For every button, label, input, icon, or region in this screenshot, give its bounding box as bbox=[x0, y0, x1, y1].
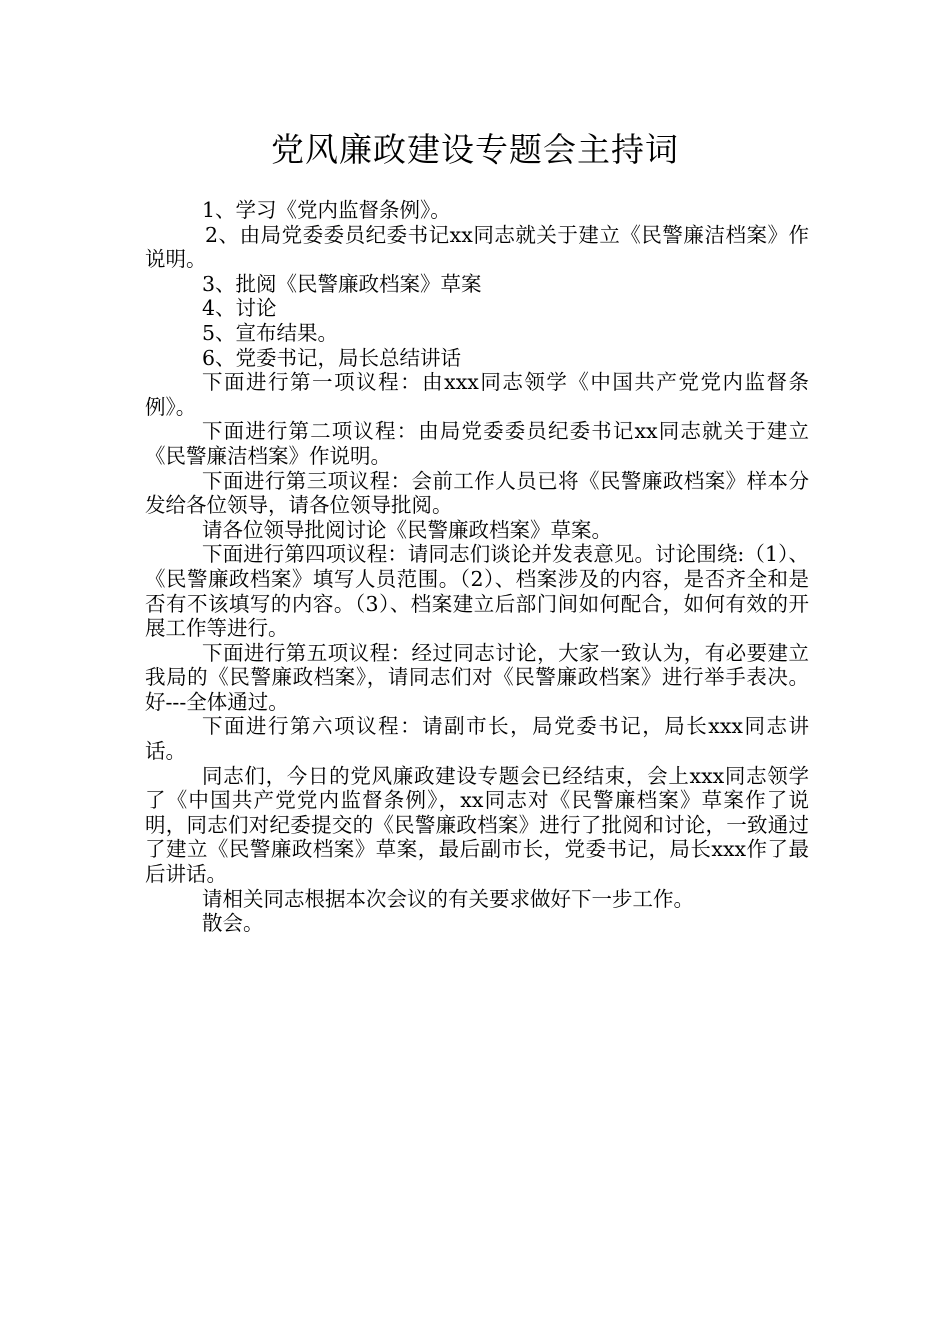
agenda-step-1: 下面进行第一项议程：由xxx同志领学《中国共产党党内监督条例》。 bbox=[145, 370, 809, 419]
agenda-step-4: 下面进行第四项议程：请同志们谈论并发表意见。讨论围绕:（1）、《民警廉政档案》填写人员范围。（2）、档案涉及的内容，是否齐全和是否有不该填写的内容。（3）、档案建立后部门间如何配合，如何有效的开展工作等进行。 bbox=[145, 542, 809, 641]
document-body bbox=[145, 198, 809, 936]
agenda-item-2: 2、由局党委委员纪委书记xx同志就关于建立《民警廉洁档案》作说明。 bbox=[145, 222, 809, 272]
agenda-step-6: 下面进行第六项议程：请副市长，局党委书记，局长xxx同志讲话。 bbox=[145, 714, 809, 764]
agenda-item-4: 4、讨论 bbox=[202, 296, 277, 321]
agenda-item-5: 5、宣布结果。 bbox=[202, 320, 339, 345]
agenda-step-2: 下面进行第二项议程：由局党委委员纪委书记xx同志就关于建立《民警廉洁档案》作说明。 bbox=[145, 419, 809, 468]
review-request: 请各位领导批阅讨论《民警廉政档案》草案。 bbox=[202, 517, 612, 542]
agenda-item-6: 6、党委书记，局长总结讲话 bbox=[202, 345, 462, 370]
adjournment: 散会。 bbox=[202, 911, 264, 936]
closing-summary: 同志们，今日的党风廉政建设专题会已经结束，会上xxx同志领学了《中国共产党党内监督条例》，xx同志对《民警廉档案》草案作了说明，同志们对纪委提交的《民警廉政档案》进行了批阅和讨论，一致通过了建立《民警廉政档案》草案，最后副市长，党委书记，局长xxx作了最后讲话。 bbox=[145, 763, 809, 887]
agenda-step-5: 下面进行第五项议程：经过同志讨论，大家一致认为，有必要建立我局的《民警廉政档案》，请同志们对《民警廉政档案》进行举手表决。好---全体通过。 bbox=[145, 640, 809, 714]
follow-up-request: 请相关同志根据本次会议的有关要求做好下一步工作。 bbox=[202, 886, 694, 911]
document-title: 党风廉政建设专题会主持词 bbox=[271, 130, 679, 169]
agenda-item-3: 3、批阅《民警廉政档案》草案 bbox=[202, 271, 482, 296]
agenda-step-3: 下面进行第三项议程：会前工作人员已将《民警廉政档案》样本分发给各位领导，请各位领导批阅。 bbox=[145, 468, 809, 518]
agenda-item-1: 1、学习《党内监督条例》。 bbox=[202, 198, 451, 222]
